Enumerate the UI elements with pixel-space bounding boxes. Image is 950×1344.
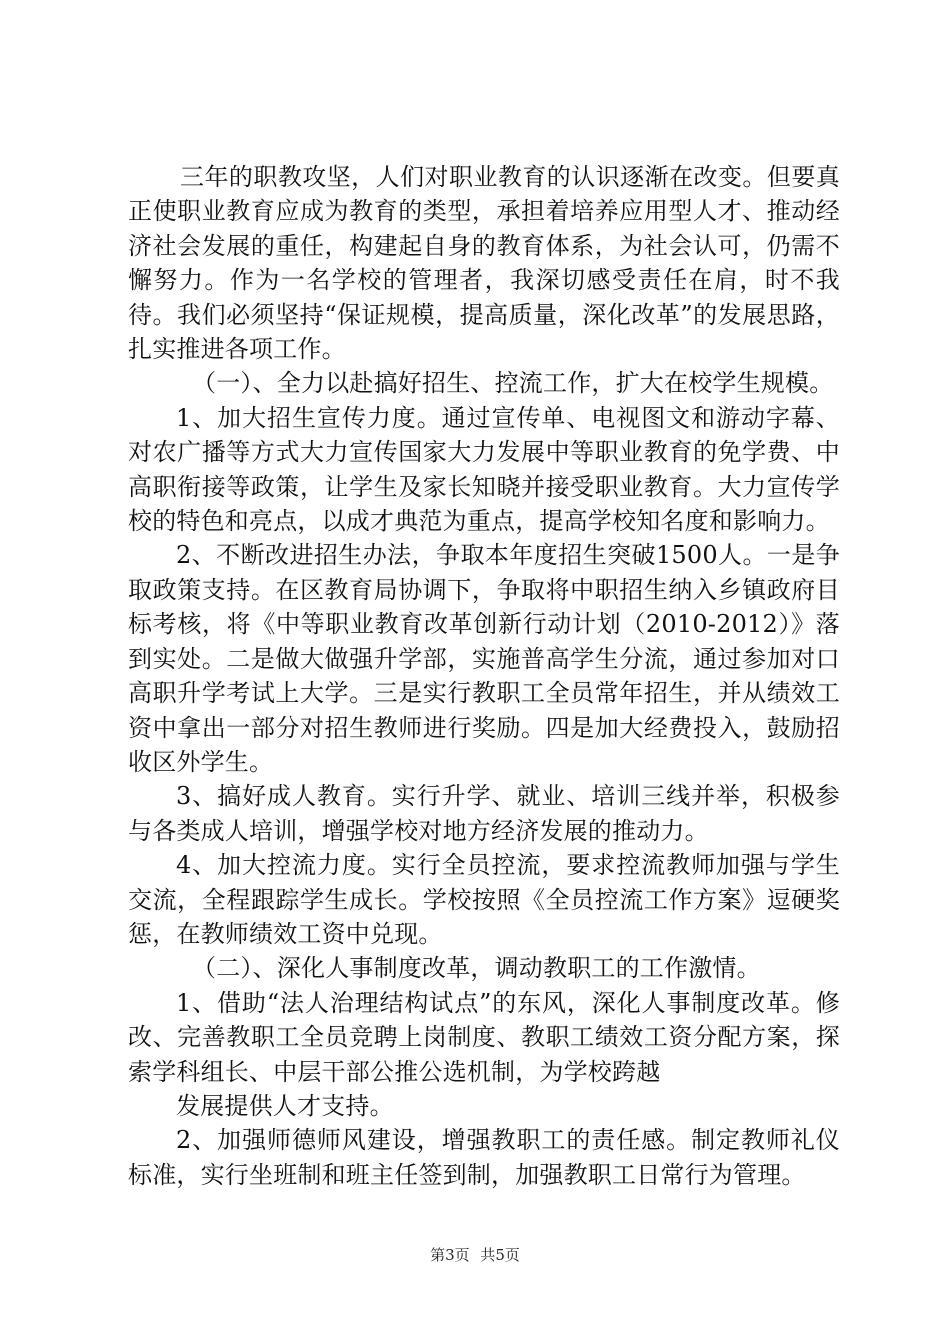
page-number: 第3页 (430, 1246, 470, 1264)
paragraph-item-1-1: 1、加大招生宣传力度。通过宣传单、电视图文和游动字幕、对农广播等方式大力宣传国家大力发展中等职业教育的免学费、中高职衔接等政策，让学生及家长知晓并接受职业教育。大力宣传学校的特色和亮点，以成才典范为重点，提高学校知名度和影响力。 (128, 403, 840, 536)
document-body (128, 160, 840, 1192)
paragraph-item-2-1: 1、借助“法人治理结构试点”的东风，深化人事制度改革。修改、完善教职工全员竞聘上岗制度、教职工绩效工资分配方案，探索学科组长、中层干部公推公选机制，为学校跨越 (128, 988, 840, 1086)
paragraph-item-1-2: 2、不断改进招生办法，争取本年度招生突破1500人。一是争取政策支持。在区教育局协调下，争取将中职招生纳入乡镇政府目标考核，将《中等职业教育改革创新行动计划（2010-2012）》落到实处。二是做大做强升学部，实施普高学生分流，通过参加对口高职升学考试上大学。三是实行教职工全员常年招生，并从绩效工资中拿出一部分对招生教师进行奖励。四是加大经费投入，鼓励招收区外学生。 (128, 541, 840, 776)
page-total: 共5页 (480, 1246, 520, 1264)
paragraph-item-1-3: 3、搞好成人教育。实行升学、就业、培训三线并举，积极参与各类成人培训，增强学校对地方经济发展的推动力。 (128, 782, 840, 845)
paragraph-item-2-2: 2、加强师德师风建设，增强教职工的责任感。制定教师礼仪标准，实行坐班制和班主任签到制，加强教职工日常行为管理。 (128, 1126, 840, 1189)
section-heading-2: （二）、深化人事制度改革，调动教职工的工作激情。 (192, 954, 761, 983)
paragraph-item-1-4: 4、加大控流力度。实行全员控流，要求控流教师加强与学生交流，全程跟踪学生成长。学校按照《全员控流工作方案》逗硬奖惩，在教师绩效工资中兑现。 (128, 851, 840, 948)
page-footer (0, 1244, 950, 1265)
section-heading-1: （一）、全力以赴搞好招生、控流工作，扩大在校学生规模。 (192, 369, 834, 398)
paragraph-item-2-1-continued: 发展提供人才支持。 (176, 1091, 394, 1120)
paragraph-intro: 三年的职教攻坚，人们对职业教育的认识逐渐在改变。但要真正使职业教育应成为教育的类型，承担着培养应用型人才、推动经济社会发展的重任，构建起自身的教育体系，为社会认可，仍需不懈努力。作为一名学校的管理者，我深切感受责任在肩，时不我待。我们必须坚持“保证规模，提高质量，深化改革”的发展思路，扎实推进各项工作。 (128, 163, 840, 364)
